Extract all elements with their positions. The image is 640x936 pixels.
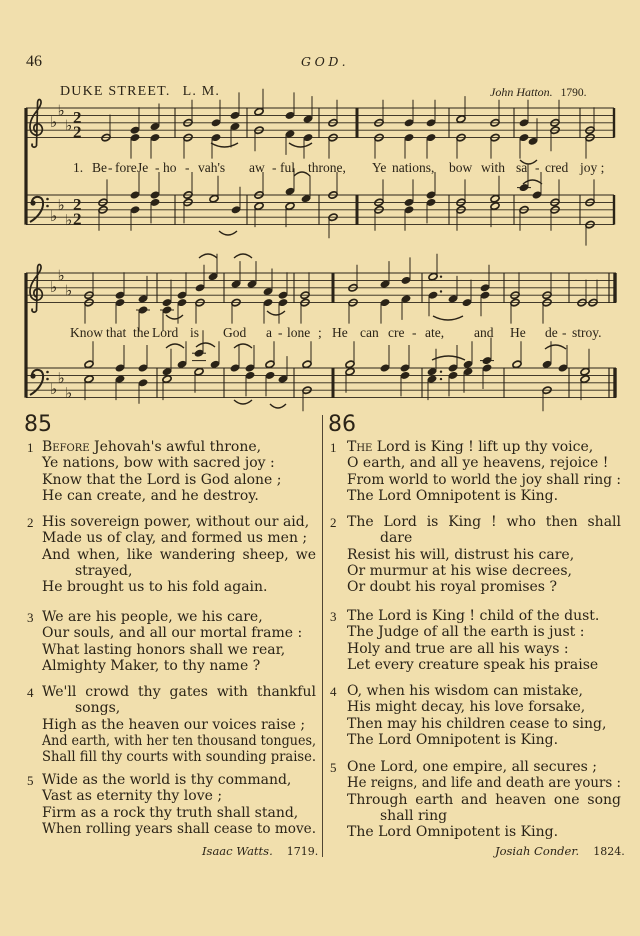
chord xyxy=(404,100,414,159)
hymn-line: strayed, xyxy=(75,562,133,579)
chord xyxy=(585,179,595,245)
chord xyxy=(550,100,560,151)
hymn-line: One Lord, one empire, all secures ; xyxy=(347,759,597,775)
tune-meter: L. M. xyxy=(182,84,221,99)
chord xyxy=(380,261,390,324)
chord xyxy=(136,276,150,331)
lyric-syllable: sa xyxy=(516,160,528,175)
hymn-line: The Lord Omnipotent is King. xyxy=(347,487,559,504)
column-divider xyxy=(322,415,323,857)
hymn-line: And earth, with her ten thousand tongues, xyxy=(42,732,317,749)
verse-number: 2 xyxy=(27,515,34,530)
chord xyxy=(231,261,241,324)
chord xyxy=(585,107,595,158)
chord xyxy=(448,345,458,396)
slur xyxy=(196,343,215,347)
running-head: GOD. xyxy=(301,54,350,69)
hymn-line: The Lord is King ! child of the dust. xyxy=(347,608,600,624)
chord xyxy=(463,341,473,392)
treble-staff xyxy=(26,89,614,159)
slur xyxy=(289,143,312,147)
flat-icon: ♭ xyxy=(57,101,65,120)
hymn-line: Through earth and heaven one song xyxy=(347,791,621,808)
chord xyxy=(427,349,437,400)
line-text: Jehovah's awful throne, xyxy=(89,439,262,455)
flat-icon: ♭ xyxy=(65,210,73,229)
lyric-syllable: 1. xyxy=(73,160,84,175)
chord xyxy=(84,341,94,400)
flat-icon: ♭ xyxy=(57,266,65,285)
hymn-line: Our souls, and all our mortal frame : xyxy=(42,625,303,642)
hymn-line: Or doubt his royal promises ? xyxy=(347,579,557,596)
slur xyxy=(270,404,286,408)
chord xyxy=(115,272,125,323)
lyric-syllable: can xyxy=(360,325,379,340)
hymn-line: O, when his wisdom can mistake, xyxy=(347,683,583,699)
flat-icon: ♭ xyxy=(65,116,73,135)
hymn-line: Then may his children cease to sing, xyxy=(347,715,607,732)
lyric-syllable: aw xyxy=(249,160,265,175)
chord xyxy=(230,92,240,147)
lyric-syllable: joy ; xyxy=(580,160,605,175)
hymn-line: Shall fill thy courts with sounding praise. xyxy=(42,749,317,766)
hymn-line: When rolling years shall cease to move. xyxy=(42,820,317,837)
chord xyxy=(328,100,338,159)
slur xyxy=(219,231,237,235)
chord xyxy=(456,96,466,159)
treble-clef-icon xyxy=(30,264,42,312)
flat-icon: ♭ xyxy=(50,277,58,296)
chord xyxy=(231,187,241,214)
chord xyxy=(512,341,522,368)
lyric-syllable: throne, xyxy=(308,160,346,175)
chord xyxy=(345,341,355,392)
chord xyxy=(150,104,160,159)
chord xyxy=(183,100,193,159)
lyric-syllable: ; xyxy=(318,325,322,340)
chord xyxy=(195,265,205,324)
chord xyxy=(519,100,529,159)
slur xyxy=(211,143,238,147)
lyric-syllable: - xyxy=(412,325,417,340)
slur xyxy=(234,400,252,404)
hymn-number: 86 xyxy=(328,412,356,437)
chord xyxy=(428,254,438,317)
verse-number: 3 xyxy=(330,609,337,624)
hymn-line: Or murmur at his wise decrees, xyxy=(347,562,572,579)
first-word-small-caps: Before xyxy=(42,439,90,455)
treble-clef-icon xyxy=(30,99,42,147)
chord xyxy=(328,172,338,238)
chord xyxy=(401,257,411,320)
chord xyxy=(230,345,240,372)
chord xyxy=(209,176,219,203)
hymn-line: He reigns, and life and death are yours : xyxy=(347,775,621,792)
slur xyxy=(234,344,252,348)
chord xyxy=(532,172,542,199)
lyric-syllable: lone xyxy=(287,325,311,340)
lyric-syllable: ful xyxy=(280,160,295,175)
chord xyxy=(374,100,384,159)
chord xyxy=(348,265,358,324)
lyric-syllable: ho xyxy=(163,160,177,175)
hymn-line: Wide as the world is thy command, xyxy=(42,772,292,788)
lyric-syllable: bow xyxy=(449,160,473,175)
lyric-syllable: - xyxy=(108,160,113,175)
chord xyxy=(162,349,172,400)
slur xyxy=(433,316,463,320)
author-name: Isaac Watts. xyxy=(202,844,273,858)
verse-number: 5 xyxy=(27,773,34,788)
hymn-line: Know that the Lord is God alone ; xyxy=(42,471,282,488)
page-number: 46 xyxy=(26,53,42,70)
music-score xyxy=(0,0,640,420)
lyric-syllable: with xyxy=(481,160,506,175)
chord xyxy=(160,280,174,331)
augmentation-dot xyxy=(440,371,442,373)
chord xyxy=(426,172,436,223)
hymn-line: dare xyxy=(380,530,413,547)
lyric-syllable: a xyxy=(266,325,272,340)
hymn-line: Let every creature speak his praise xyxy=(347,656,599,673)
hymn-number: 85 xyxy=(24,412,52,437)
hymn-line: shall ring xyxy=(380,807,448,824)
author-year: 1824. xyxy=(593,845,625,858)
chord xyxy=(254,89,264,152)
hymn-line: He brought us to his fold again. xyxy=(42,579,268,596)
chord xyxy=(558,345,568,372)
chord xyxy=(211,100,221,159)
line-text: Lord is King ! lift up thy voice, xyxy=(372,439,594,455)
bass-clef-dot xyxy=(46,205,49,208)
chord xyxy=(210,341,220,368)
slur xyxy=(432,356,465,360)
chord xyxy=(183,172,193,223)
hymn-line: The Lord Omnipotent is King. xyxy=(347,731,559,748)
chord xyxy=(380,345,390,372)
chord xyxy=(278,272,288,323)
hymn-attribution xyxy=(202,844,318,858)
hymn-line: His might decay, his love forsake, xyxy=(347,699,586,716)
hymn-line: His sovereign power, without our aid, xyxy=(42,514,310,530)
chord xyxy=(490,176,500,227)
augmentation-dot xyxy=(440,378,442,380)
flat-icon: ♭ xyxy=(57,369,65,388)
hymn-line: He can create, and he destroy. xyxy=(42,487,259,504)
chord xyxy=(247,261,257,288)
bass-clef-dot xyxy=(46,371,49,374)
hymn-line: Firm as a rock thy truth shall stand, xyxy=(42,804,299,821)
chord xyxy=(130,172,140,231)
lyric-syllable: Je xyxy=(137,160,149,175)
hymn-line: Resist his will, distrust his care, xyxy=(347,546,575,563)
lyric-syllable: - xyxy=(185,160,190,175)
chord xyxy=(510,272,520,323)
chord xyxy=(480,338,494,389)
bass-staff xyxy=(26,165,614,246)
hymn-line: songs, xyxy=(75,700,121,717)
verse-number: 3 xyxy=(27,610,34,625)
slur xyxy=(545,345,566,349)
lyric-syllable: He xyxy=(510,325,526,340)
chord xyxy=(130,107,140,158)
chord xyxy=(115,345,125,400)
chord xyxy=(462,280,472,307)
hymn-line: Vast as eternity thy love ; xyxy=(42,788,223,805)
hymn-line: High as the heaven our voices raise ; xyxy=(42,716,306,733)
chord xyxy=(177,341,187,368)
chord xyxy=(278,356,288,383)
slur xyxy=(166,344,184,348)
lyric-syllable: nations, xyxy=(392,160,435,175)
hymn-line: We'll crowd thy gates with thankful xyxy=(42,684,316,700)
lyric-syllable: cred xyxy=(545,160,569,175)
slur xyxy=(267,311,285,315)
lyric-syllable: - xyxy=(155,160,160,175)
slur xyxy=(166,315,183,319)
composer-name: John Hatton. xyxy=(490,85,553,99)
lyric-syllable: - xyxy=(272,160,277,175)
hymn-line: Made us of clay, and formed us men ; xyxy=(42,530,308,547)
slur xyxy=(523,180,542,184)
chord xyxy=(480,265,490,316)
lyric-syllable: Know xyxy=(70,325,103,340)
verse-number: 5 xyxy=(330,760,337,775)
lyric-syllable: fore xyxy=(115,160,137,175)
hymn-line: The Lord is King ! who then shall xyxy=(347,514,621,530)
slur xyxy=(199,254,217,258)
author-year: 1719. xyxy=(286,845,319,858)
lyric-syllable: ate, xyxy=(425,325,445,340)
lyric-syllable: Ye xyxy=(372,160,387,175)
chord xyxy=(550,179,560,230)
hymn-attribution xyxy=(495,844,625,858)
flat-icon: ♭ xyxy=(50,207,58,226)
lyric-syllable: that xyxy=(106,325,127,340)
bass-clef-dot xyxy=(30,373,35,378)
chord xyxy=(254,172,264,227)
lyric-syllable: and xyxy=(474,325,494,340)
chord xyxy=(98,179,108,230)
chord xyxy=(426,100,436,159)
verse-number: 2 xyxy=(330,515,337,530)
chord xyxy=(490,100,500,159)
chord xyxy=(263,269,273,324)
composer-year: 1790. xyxy=(560,87,587,99)
chord xyxy=(84,272,94,323)
chord xyxy=(285,168,295,227)
time-signature-top: 2 xyxy=(73,107,82,127)
time-signature-top: 2 xyxy=(73,194,82,214)
verse-number: 1 xyxy=(27,440,34,455)
lyric-syllable: He xyxy=(332,325,348,340)
hymn-line: The Lord Omnipotent is King. xyxy=(347,824,559,841)
hymn-line: Ye nations, bow with sacred joy : xyxy=(42,455,275,472)
flat-icon: ♭ xyxy=(50,380,58,399)
flat-icon: ♭ xyxy=(50,112,58,131)
flat-icon: ♭ xyxy=(65,383,73,402)
hymn-line: What lasting honors shall we rear, xyxy=(42,641,286,658)
hymn-line: And when, like wandering sheep, we xyxy=(42,546,316,563)
flat-icon: ♭ xyxy=(57,196,65,215)
flat-icon: ♭ xyxy=(65,281,73,300)
lyric-syllable: the xyxy=(133,325,150,340)
chord xyxy=(456,179,466,230)
augmentation-dot xyxy=(440,276,442,278)
lyric-syllable: - xyxy=(278,325,283,340)
lyric-syllable: God xyxy=(223,325,247,340)
lyric-syllable: cre xyxy=(388,325,405,340)
chord xyxy=(245,345,255,396)
augmentation-dot xyxy=(440,290,442,292)
verse-number: 4 xyxy=(330,684,337,699)
time-signature-bottom: 2 xyxy=(73,122,82,142)
bass-staff xyxy=(26,330,616,411)
hymn-line: From world to world the joy shall ring : xyxy=(347,471,621,488)
lyric-syllable: - xyxy=(562,325,567,340)
hymn-line xyxy=(42,439,261,456)
lyric-syllable: Lord xyxy=(152,325,179,340)
slur xyxy=(234,254,252,258)
chord xyxy=(400,345,410,396)
chord xyxy=(138,345,148,404)
chord xyxy=(302,341,312,411)
bass-clef-dot xyxy=(46,198,49,201)
author-name: Josiah Conder. xyxy=(495,844,580,858)
verse-number: 1 xyxy=(330,440,337,455)
chord xyxy=(303,96,313,159)
chord xyxy=(265,341,275,396)
hymn-line: Almighty Maker, to thy name ? xyxy=(42,657,261,674)
lyric-syllable: - xyxy=(535,160,540,175)
time-signature-bottom: 2 xyxy=(73,209,82,229)
first-word-small-caps: The xyxy=(347,439,373,455)
chord xyxy=(580,349,590,400)
bass-clef-dot xyxy=(46,378,49,381)
hymn-line: We are his people, we his care, xyxy=(42,609,263,625)
chord xyxy=(542,272,552,323)
hymn-line: O earth, and all ye heavens, rejoice ! xyxy=(347,455,609,472)
chord xyxy=(150,172,160,223)
hymn-line: Holy and true are all his ways : xyxy=(347,640,569,657)
chord xyxy=(542,341,552,411)
chord xyxy=(404,179,414,230)
tune-name: DUKE STREET. xyxy=(60,84,171,99)
chord xyxy=(301,176,311,203)
lyric-syllable: is xyxy=(190,325,200,340)
lyric-syllable: vah's xyxy=(198,160,226,175)
lyric-syllable: de xyxy=(545,325,558,340)
chord xyxy=(374,179,384,230)
verse-number: 4 xyxy=(27,685,34,700)
lyric-syllable: stroy. xyxy=(572,325,602,340)
chord xyxy=(300,272,310,323)
lyric-syllable: Be xyxy=(92,160,107,175)
hymn-line xyxy=(347,439,593,456)
bass-clef-dot xyxy=(30,200,35,205)
hymn-line: The Judge of all the earth is just : xyxy=(347,624,585,641)
treble-staff xyxy=(26,254,616,331)
